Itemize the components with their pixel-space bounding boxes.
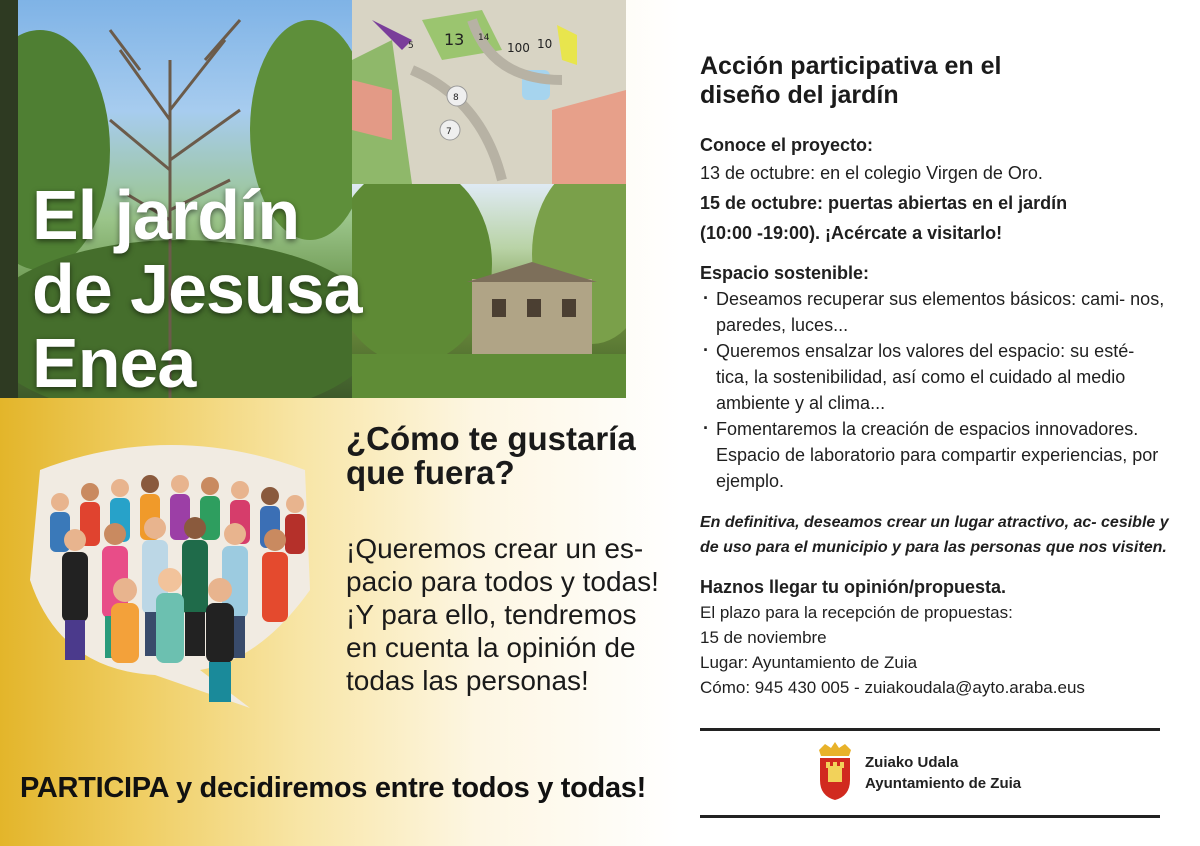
contact-line: Cómo: 945 430 005 - zuiakoudala@ayto.araba.eus [700, 678, 1085, 697]
intro-line: ¡Queremos crear un es- [346, 533, 644, 564]
question-heading: ¿Cómo te gustaría que fuera? [346, 420, 636, 491]
map-label: 14 [478, 33, 490, 43]
intro-line: todas las personas! [346, 665, 589, 696]
info-heading-line: diseño del jardín [700, 81, 899, 109]
list-item: · Fomentaremos la creación de espacios innovadores. Espacio de laboratorio para compartir experiencias, por ejemplo. [700, 416, 1170, 494]
map-label: 8 [453, 93, 459, 103]
contact-line: 15 de noviembre [700, 628, 827, 647]
crowd-illustration [20, 430, 320, 710]
project-line-3: (10:00 -19:00). ¡Acércate a visitarlo! [700, 223, 1003, 243]
intro-line: en cuenta la opinión de [346, 632, 636, 663]
logo-text: Zuiako Udala [865, 754, 959, 771]
info-heading-line: Acción participativa en el [700, 52, 1002, 80]
garden-house-photo [352, 184, 626, 398]
info-column [700, 52, 1170, 700]
contact-heading: Haznos llegar tu opinión/propuesta. [700, 577, 1007, 597]
coat-of-arms-icon [815, 742, 855, 802]
contact-block [700, 574, 1170, 700]
contact-line: Lugar: Ayuntamiento de Zuia [700, 653, 918, 672]
title-line: de Jesusa [32, 250, 362, 328]
summary-text: En definitiva, deseamos crear un lugar atractivo, ac- cesible y de uso para el municipio y para las personas que nos visiten. [700, 514, 1169, 556]
list-item: · Queremos ensalzar los valores del espacio: su esté- tica, la sostenibilidad, así como el cuidado al medio ambiente y al clima... [700, 338, 1170, 416]
contact-line: El plazo para la recepción de propuestas: [700, 603, 1013, 622]
intro-line: pacio para todos y todas! [346, 566, 659, 597]
intro-line: ¡Y para ello, tendremos [346, 599, 637, 630]
map-label: 5 [408, 41, 414, 51]
map-label: 7 [446, 127, 452, 137]
sustainable-heading: Espacio sostenible: [700, 263, 870, 283]
page-title [32, 178, 362, 400]
garden-map-image [352, 0, 626, 184]
title-line: Enea [32, 324, 196, 402]
title-line: El jardín [32, 176, 300, 254]
project-line-2: 15 de octubre: puertas abiertas en el jardín [700, 193, 1068, 213]
divider-bottom [700, 815, 1160, 818]
info-heading [700, 52, 1170, 110]
municipality-logo [815, 742, 1055, 802]
project-line-1: 13 de octubre: en el colegio Virgen de Oro. [700, 163, 1043, 183]
intro-text [346, 532, 676, 697]
map-label: 13 [444, 30, 465, 49]
map-label: 100 [507, 41, 530, 55]
project-heading: Conoce el proyecto: [700, 135, 874, 155]
map-label: 10 [537, 37, 553, 51]
sustainable-list [700, 286, 1170, 494]
logo-text: Ayuntamiento de Zuia [865, 775, 1022, 792]
call-to-action: PARTICIPA y decidiremos entre todos y todas! [20, 772, 646, 804]
list-item: · Deseamos recuperar sus elementos básicos: cami- nos, paredes, luces... [700, 286, 1170, 338]
divider-top [700, 728, 1160, 731]
